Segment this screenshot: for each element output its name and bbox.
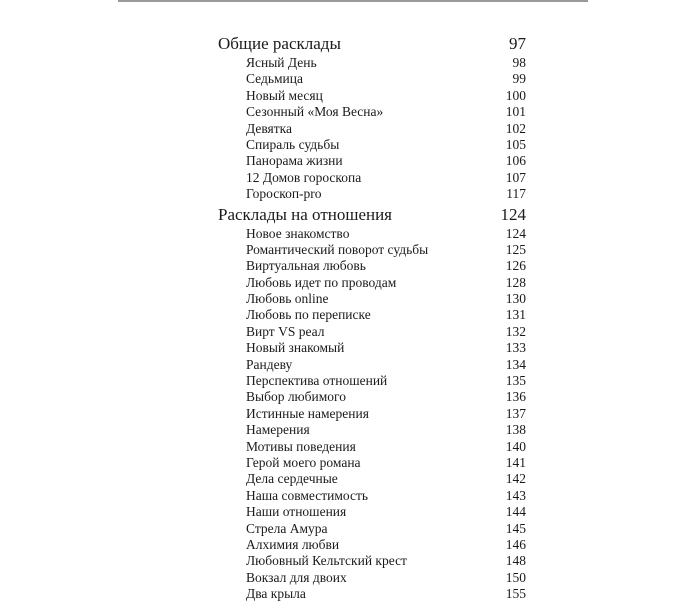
toc-entry[interactable] — [218, 71, 526, 87]
toc-entry-page-number: 150 — [505, 569, 526, 585]
toc-entry[interactable] — [218, 422, 526, 438]
toc-entry-page-number: 155 — [505, 586, 526, 602]
toc-entry[interactable] — [218, 275, 526, 291]
toc-entry-title: Ясный День — [246, 55, 317, 70]
toc-entry-title: Седьмица — [246, 71, 303, 87]
toc-entry-title: Любовь online — [246, 291, 329, 307]
toc-entry[interactable] — [218, 586, 526, 602]
toc-entry-title: Панорама жизни — [246, 153, 343, 169]
toc-entry-page-number: 105 — [505, 136, 526, 152]
toc-entry-page-number: 99 — [512, 71, 526, 87]
toc-entry-title: Алхимия любви — [246, 536, 340, 552]
toc-entry[interactable] — [218, 324, 526, 340]
toc-entry-title: Любовь идет по проводам — [246, 274, 397, 290]
toc-entry[interactable] — [218, 373, 526, 389]
toc-entry-page-number: 98 — [512, 55, 526, 70]
toc-entry-title: Романтический поворот судьбы — [246, 241, 429, 257]
toc-entry-page-number: 125 — [505, 241, 526, 257]
toc-entry-page-number: 138 — [505, 422, 526, 438]
toc-entry-page-number: 131 — [505, 307, 526, 323]
toc-entry-page-number: 106 — [505, 153, 526, 169]
toc-entry[interactable] — [218, 537, 526, 553]
toc-entry-page-number: 128 — [505, 274, 526, 290]
toc-section — [218, 33, 526, 203]
toc-entry-page-number: 130 — [505, 291, 526, 307]
toc-entry[interactable] — [218, 455, 526, 471]
toc-entry-page-number: 100 — [505, 87, 526, 103]
toc-entry-title: Два крыла — [246, 586, 306, 602]
toc-entry[interactable] — [218, 570, 526, 586]
toc-entry-page-number: 140 — [505, 438, 526, 454]
toc-entry[interactable] — [218, 258, 526, 274]
toc-entry-title: Новый месяц — [246, 87, 323, 103]
toc-entry[interactable] — [218, 291, 526, 307]
toc-entry[interactable] — [218, 340, 526, 356]
toc-entry-page-number: 136 — [505, 389, 526, 405]
toc-entry[interactable] — [218, 307, 526, 323]
toc-entry-title: Сезонный «Моя Весна» — [246, 104, 384, 120]
toc-entry-title: Намерения — [246, 422, 310, 438]
toc-entry-title: Виртуальная любовь — [246, 258, 366, 274]
toc-entry-page-number: 142 — [505, 471, 526, 487]
toc-entry[interactable] — [218, 186, 526, 202]
toc-entry-page-number: 143 — [505, 487, 526, 503]
toc-entry-title: Выбор любимого — [246, 389, 346, 405]
toc-entry[interactable] — [218, 389, 526, 405]
toc-entry-title: Девятка — [246, 120, 293, 136]
toc-entry[interactable] — [218, 55, 526, 71]
page-top-edge — [118, 0, 588, 2]
table-of-contents — [218, 33, 526, 603]
toc-entry-page-number: 145 — [505, 520, 526, 536]
toc-entry-title: Герой моего романа — [246, 454, 361, 470]
toc-entry-title: Новое знакомство — [246, 225, 350, 241]
toc-entry[interactable] — [218, 242, 526, 258]
toc-entry-title: 12 Домов гороскопа — [246, 169, 362, 185]
toc-entry-page-number: 124 — [505, 225, 526, 241]
toc-entry-title: Наши отношения — [246, 504, 347, 520]
toc-entry[interactable] — [218, 137, 526, 153]
toc-entry-title: Истинные намерения — [246, 405, 369, 421]
toc-section-title: Общие расклады — [218, 34, 341, 53]
toc-entry-page-number: 101 — [505, 104, 526, 120]
toc-section-heading[interactable] — [218, 204, 526, 226]
toc-entry-page-number: 148 — [505, 553, 526, 569]
toc-entry-title: Спираль судьбы — [246, 136, 340, 152]
toc-section — [218, 204, 526, 603]
toc-entry-page-number: 135 — [505, 373, 526, 389]
toc-entry[interactable] — [218, 170, 526, 186]
toc-entry-title: Любовь по переписке — [246, 307, 371, 323]
toc-entry[interactable] — [218, 88, 526, 104]
toc-entry-page-number: 146 — [505, 536, 526, 552]
toc-entry[interactable] — [218, 471, 526, 487]
toc-entry-title: Гороскоп-pro — [246, 186, 322, 202]
toc-entry[interactable] — [218, 553, 526, 569]
toc-entry[interactable] — [218, 104, 526, 120]
toc-entry-page-number: 134 — [505, 356, 526, 372]
toc-section-page-number: 124 — [500, 204, 526, 224]
toc-entry-page-number: 144 — [505, 504, 526, 520]
toc-entry-title: Дела сердечные — [246, 471, 338, 487]
toc-entry-page-number: 126 — [505, 258, 526, 274]
toc-entry-title: Вокзал для двоих — [246, 569, 347, 585]
toc-entry[interactable] — [218, 488, 526, 504]
toc-entry-title: Перспектива отношений — [246, 373, 388, 389]
toc-entry-title: Рандеву — [246, 356, 293, 372]
toc-entry[interactable] — [218, 406, 526, 422]
toc-entry[interactable] — [218, 521, 526, 537]
toc-entry-title: Мотивы поведения — [246, 438, 356, 454]
toc-entry-title: Вирт VS реал — [246, 323, 325, 339]
toc-entry-title: Любовный Кельтский крест — [246, 553, 407, 569]
toc-entry-title: Стрела Амура — [246, 520, 328, 536]
toc-entry[interactable] — [218, 121, 526, 137]
toc-entry-page-number: 133 — [505, 340, 526, 356]
toc-entry-title: Наша совместимость — [246, 487, 369, 503]
toc-entry[interactable] — [218, 439, 526, 455]
toc-entry[interactable] — [218, 504, 526, 520]
toc-entry-page-number: 132 — [505, 323, 526, 339]
toc-entry-page-number: 117 — [506, 186, 526, 202]
toc-entry[interactable] — [218, 357, 526, 373]
toc-entry-page-number: 141 — [505, 454, 526, 470]
toc-section-heading[interactable] — [218, 33, 526, 55]
toc-entry-title: Новый знакомый — [246, 340, 345, 356]
toc-entry[interactable] — [218, 226, 526, 242]
toc-section-page-number: 97 — [509, 34, 526, 53]
toc-entry-page-number: 102 — [505, 120, 526, 136]
toc-section-title: Расклады на отношения — [218, 204, 393, 224]
toc-entry-page-number: 137 — [505, 405, 526, 421]
toc-entry[interactable] — [218, 153, 526, 169]
toc-entry-page-number: 107 — [505, 169, 526, 185]
